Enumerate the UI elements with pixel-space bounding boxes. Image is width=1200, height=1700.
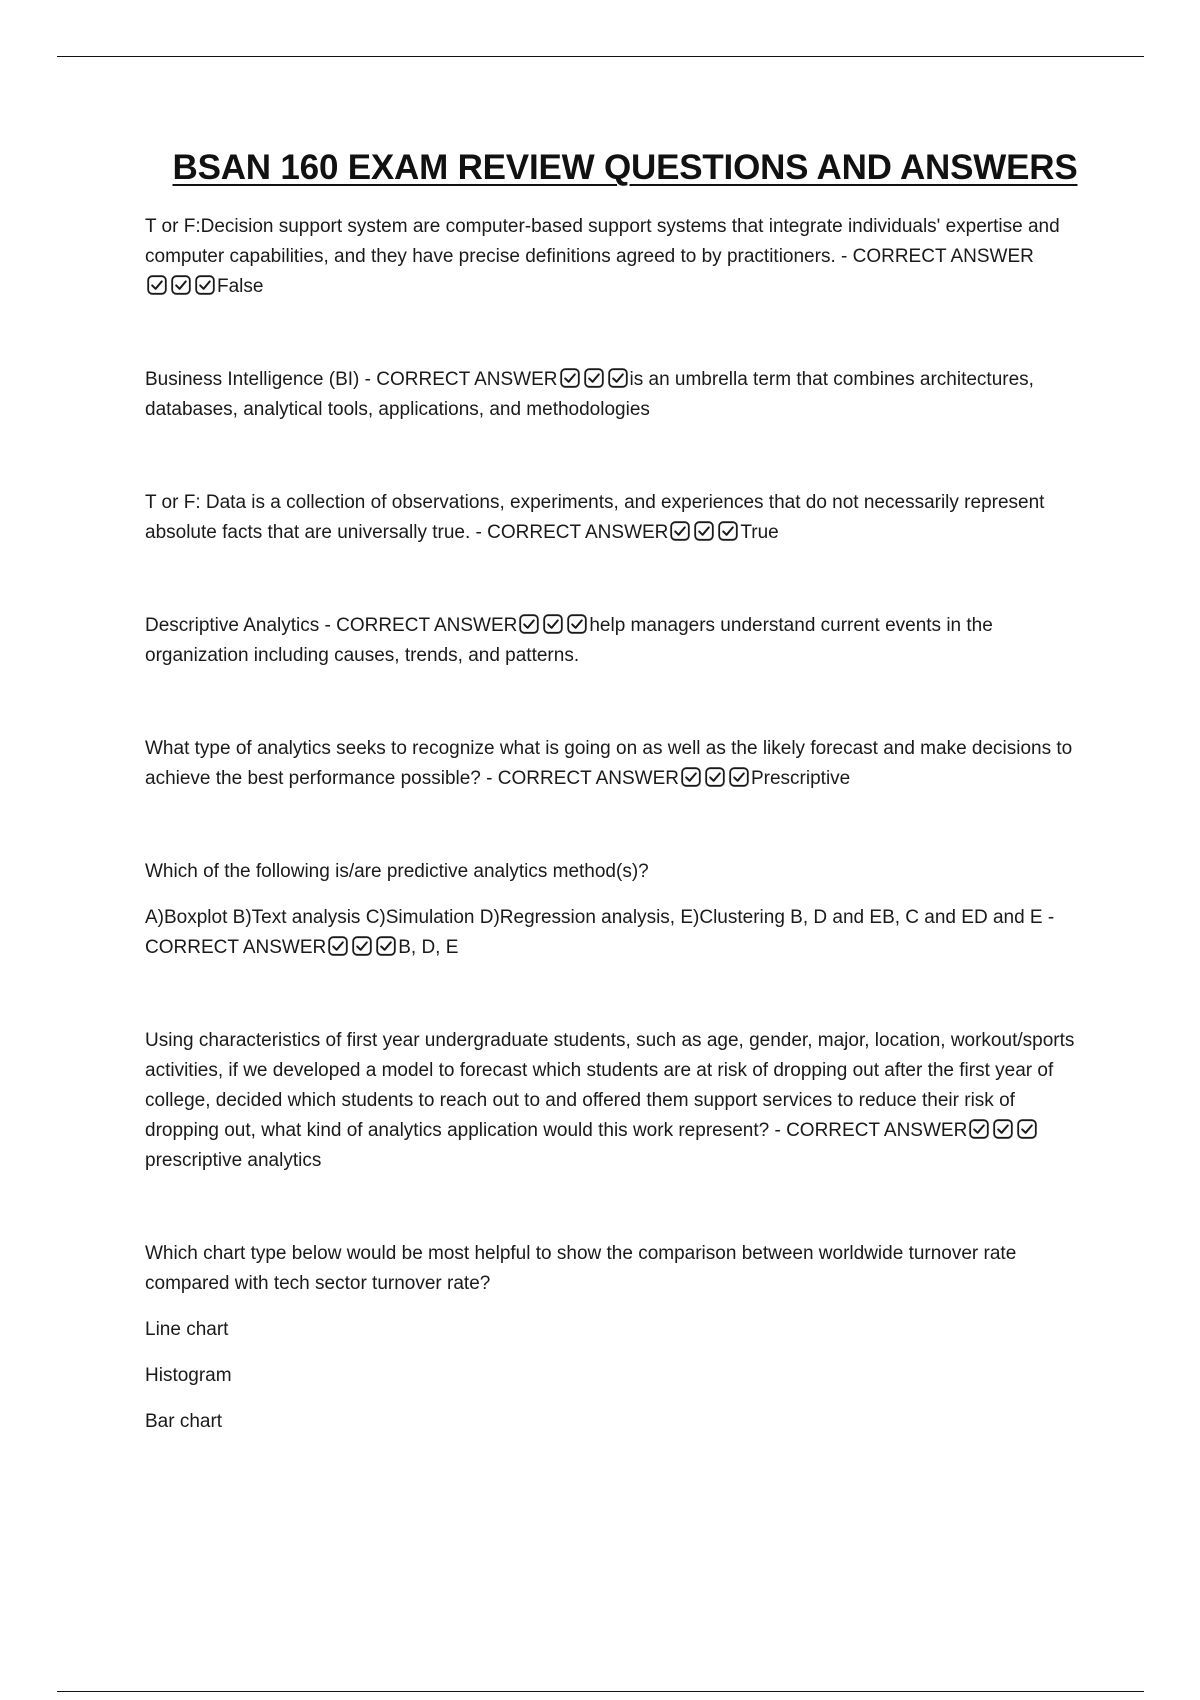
option-histogram: Histogram — [145, 1365, 232, 1386]
question-text: A)Boxplot B)Text analysis C)Simulation D)Regression analysis, E)Clustering B, D and EB, C and ED and E - CORRECT ANSWER — [145, 907, 1055, 958]
option-line-chart: Line chart — [145, 1319, 229, 1340]
check-marks — [969, 1119, 1037, 1139]
answer-text: is an umbrella term that combines architectures, databases, analytical tools, applications, and methodologies — [145, 369, 1034, 420]
answer-text: False — [217, 276, 264, 297]
check-marks — [328, 936, 396, 956]
qa-item — [145, 488, 1090, 548]
question-text: What type of analytics seeks to recognize what is going on as well as the likely forecast and make decisions to achieve the best performance possible? - CORRECT ANSWER — [145, 738, 1073, 789]
question-text: Using characteristics of first year undergraduate students, such as age, gender, major, location, workout/sports activities, if we developed a model to forecast which students are at risk of dropping out after the first year of college, decided which students to reach out to and offered them support services to reduce their risk of dropping out, what kind of analytics application would this work represent? - CORRECT ANSWER — [145, 1030, 1075, 1141]
qa-text — [145, 212, 1090, 302]
question-text: T or F: Data is a collection of observations, experiments, and experiences that do not necessarily represent absolute facts that are universally true. - CORRECT ANSWER — [145, 492, 1045, 543]
qa-item — [145, 611, 1090, 671]
answer-text: prescriptive analytics — [145, 1150, 322, 1171]
qa-item — [145, 857, 1090, 963]
checkbox-check-icon — [718, 521, 738, 541]
checkbox-check-icon — [705, 767, 725, 787]
top-rule — [57, 56, 1144, 57]
question-lead: Which of the following is/are predictive analytics method(s)? — [145, 861, 649, 882]
check-marks — [519, 614, 587, 634]
check-marks — [147, 275, 215, 295]
checkbox-check-icon — [328, 936, 348, 956]
checkbox-check-icon — [171, 275, 191, 295]
answer-text: True — [740, 522, 779, 543]
qa-text — [145, 734, 1090, 794]
checkbox-check-icon — [352, 936, 372, 956]
document-body — [145, 212, 1090, 1500]
check-marks — [670, 521, 738, 541]
answer-text: help managers understand current events in the organization including causes, trends, and patterns. — [145, 615, 993, 666]
checkbox-check-icon — [694, 521, 714, 541]
checkbox-check-icon — [560, 368, 580, 388]
qa-text — [145, 611, 1090, 671]
question-text: T or F:Decision support system are computer-based support systems that integrate individuals' expertise and computer capabilities, and they have precise definitions agreed to by practitioners. - CORRECT ANSWER — [145, 216, 1060, 267]
checkbox-check-icon — [147, 275, 167, 295]
question-text: Which chart type below would be most helpful to show the comparison between worldwide turnover rate compared with tech sector turnover rate? — [145, 1243, 1017, 1294]
checkbox-check-icon — [376, 936, 396, 956]
question-text: Business Intelligence (BI) - CORRECT ANSWER — [145, 369, 558, 390]
checkbox-check-icon — [608, 368, 628, 388]
checkbox-check-icon — [195, 275, 215, 295]
check-marks — [681, 767, 749, 787]
qa-item — [145, 1026, 1090, 1176]
checkbox-check-icon — [993, 1119, 1013, 1139]
checkbox-check-icon — [729, 767, 749, 787]
bottom-rule — [57, 1691, 1144, 1692]
checkbox-check-icon — [670, 521, 690, 541]
checkbox-check-icon — [1017, 1119, 1037, 1139]
answer-text: Prescriptive — [750, 768, 851, 789]
checkbox-check-icon — [584, 368, 604, 388]
qa-item — [145, 365, 1090, 425]
checkbox-check-icon — [681, 767, 701, 787]
qa-text — [145, 1026, 1090, 1176]
qa-text — [145, 903, 1090, 963]
checkbox-check-icon — [969, 1119, 989, 1139]
checkbox-check-icon — [543, 614, 563, 634]
qa-item — [145, 212, 1090, 302]
checkbox-check-icon — [567, 614, 587, 634]
qa-text — [145, 488, 1090, 548]
document-title: BSAN 160 EXAM REVIEW QUESTIONS AND ANSWERS — [172, 148, 1078, 187]
qa-item — [145, 734, 1090, 794]
question-text: Descriptive Analytics - CORRECT ANSWER — [145, 615, 518, 636]
check-marks — [560, 368, 628, 388]
answer-text: B, D, E — [398, 937, 459, 958]
qa-item — [145, 1239, 1090, 1437]
checkbox-check-icon — [519, 614, 539, 634]
option-bar-chart: Bar chart — [145, 1411, 223, 1432]
qa-text — [145, 365, 1090, 425]
